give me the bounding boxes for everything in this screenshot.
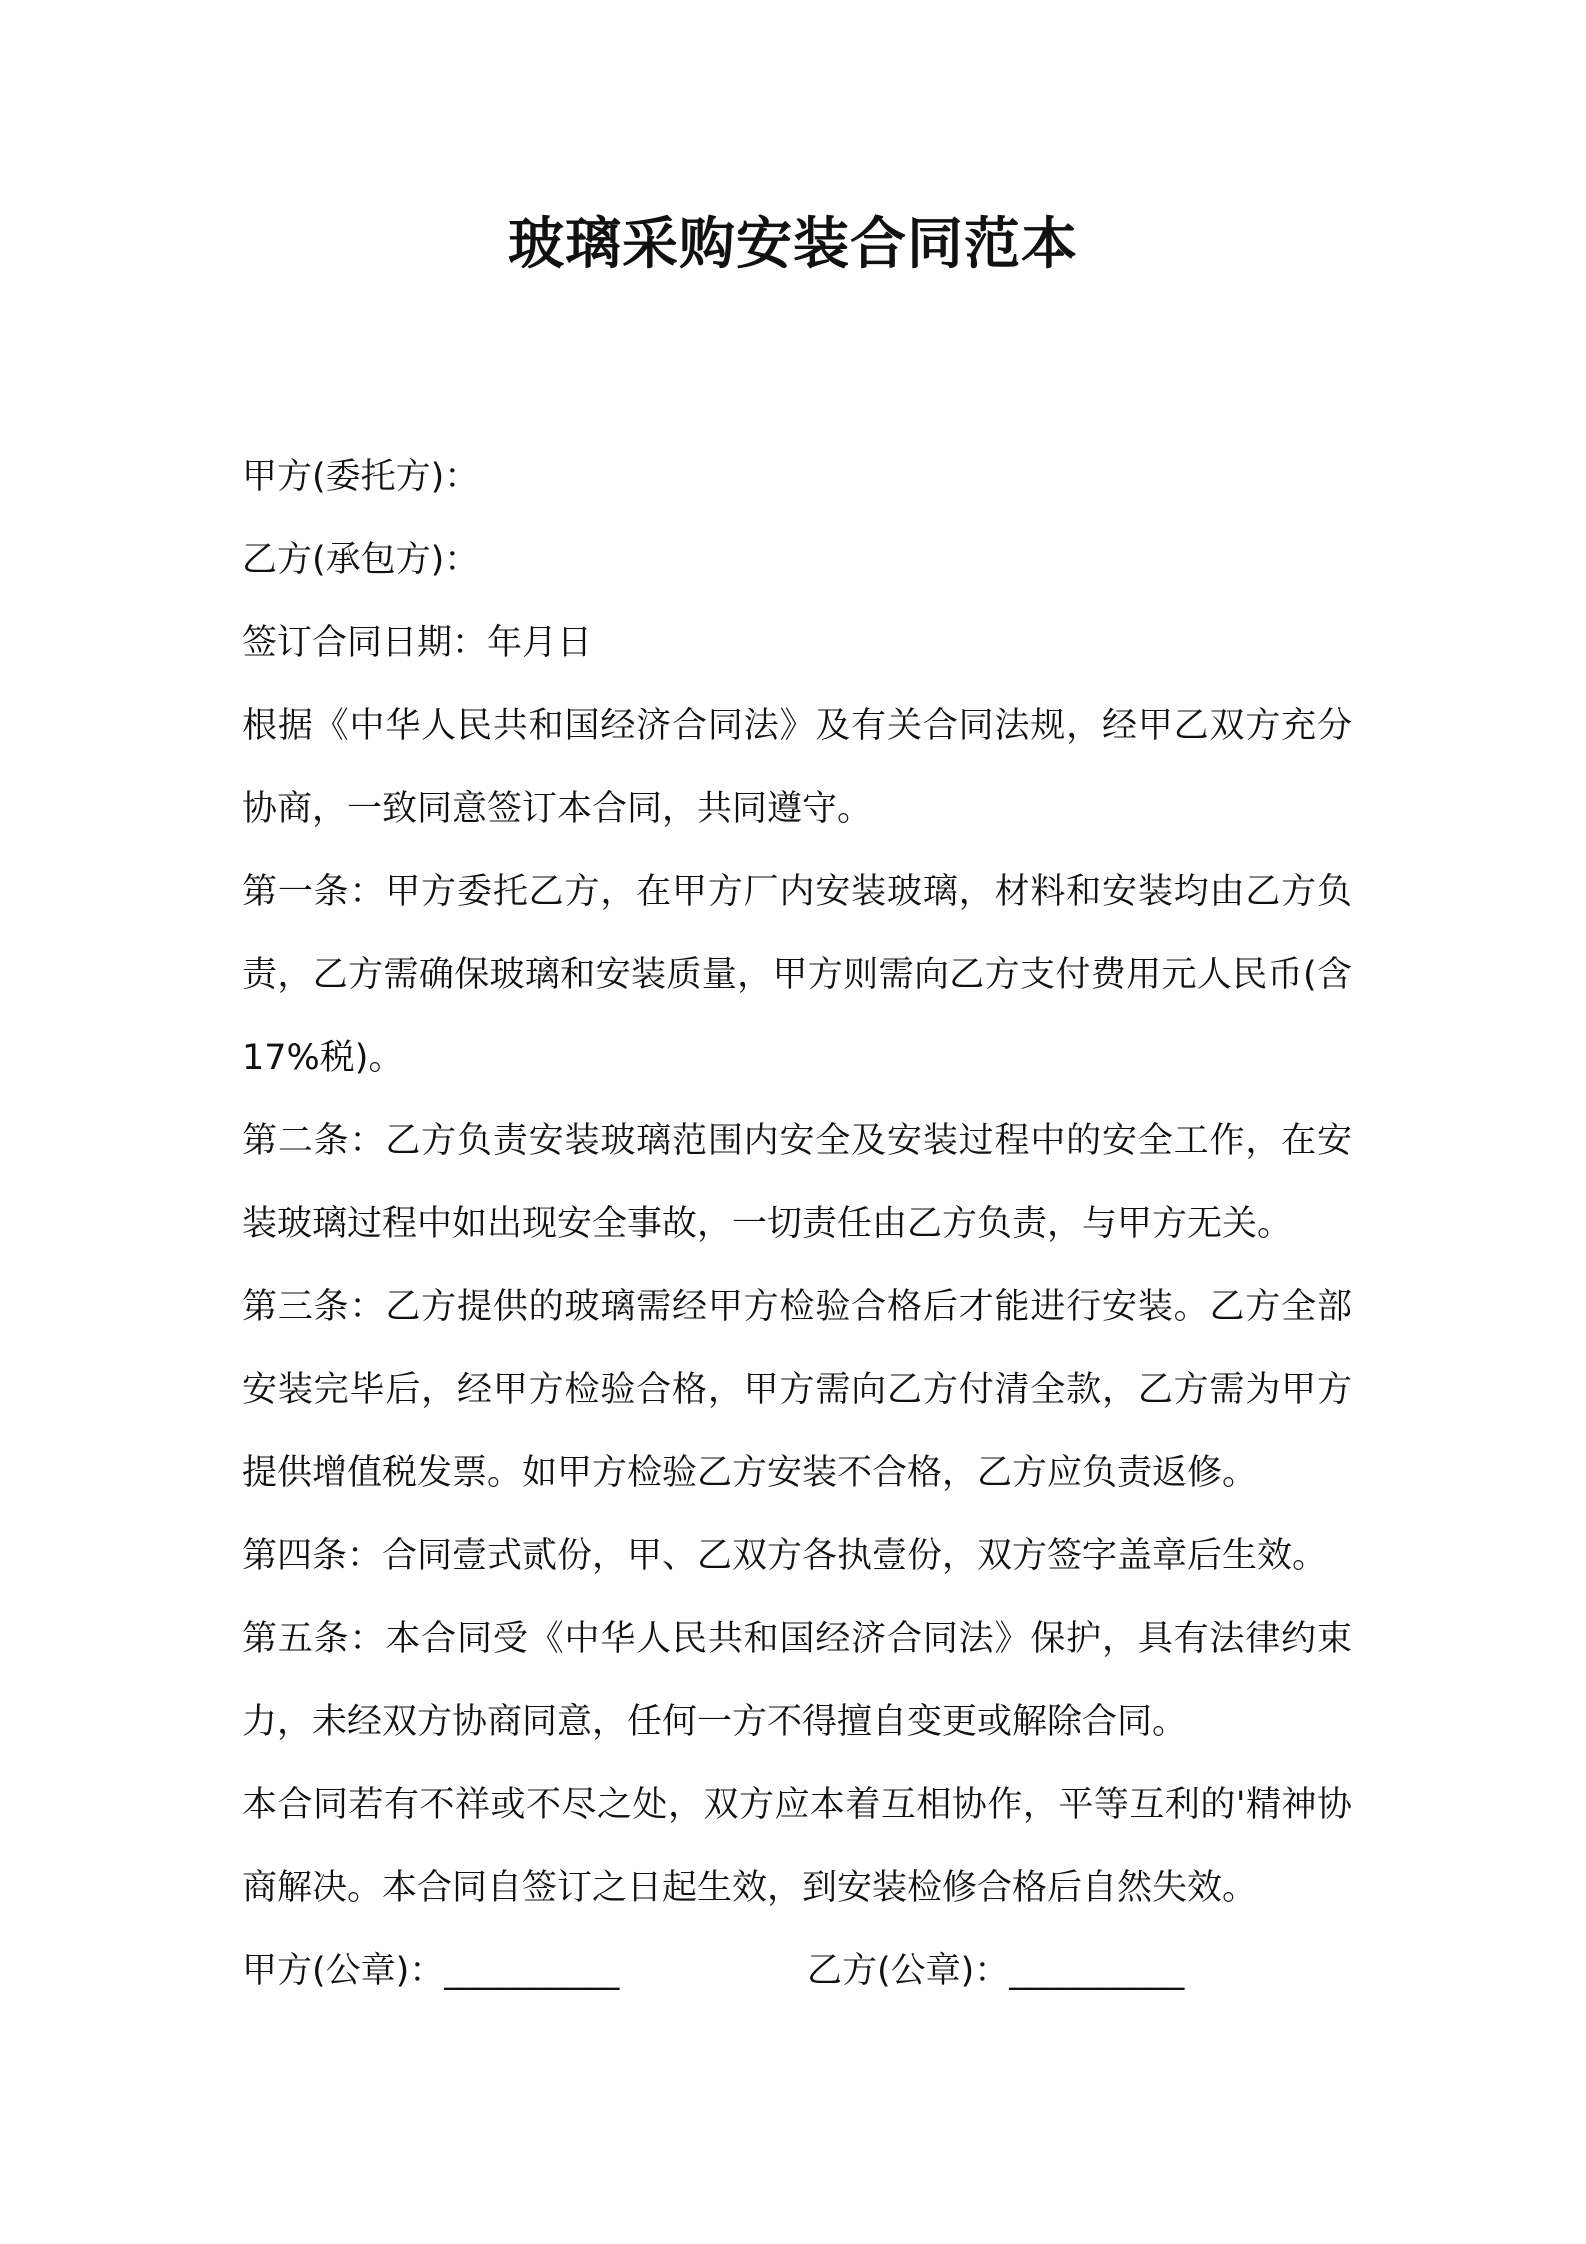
signature-row [242,1930,1352,2013]
article-2-paragraph: 第二条：乙方负责安装玻璃范围内安全及安装过程中的安全工作，在安装玻璃过程中如出现安全事故，一切责任由乙方负责，与甲方无关。 [242,1121,1352,1244]
party-b-seal-line: 乙方(公章)：__________ [807,1951,1185,1991]
article-3-paragraph: 第三条：乙方提供的玻璃需经甲方检验合格后才能进行安装。乙方全部安装完毕后，经甲方检验合格，甲方需向乙方付清全款，乙方需为甲方提供增值税发票。如甲方检验乙方安装不合格，乙方应负责返修。 [242,1287,1352,1493]
document-title: 玻璃采购安装合同范本 [508,212,1078,277]
party-b-line: 乙方(承包方)： [242,540,480,580]
article-1-paragraph: 第一条：甲方委托乙方，在甲方厂内安装玻璃，材料和安装均由乙方负责，乙方需确保玻璃和安装质量，甲方则需向乙方支付费用元人民币(含 17%税)。 [242,872,1352,1078]
party-a-line: 甲方(委托方)： [242,457,480,497]
preamble-paragraph: 根据《中华人民共和国经济合同法》及有关合同法规，经甲乙双方充分协商，一致同意签订本合同，共同遵守。 [242,706,1352,829]
signing-date-line: 签订合同日期：年月日 [242,623,593,663]
article-5-paragraph: 第五条：本合同受《中华人民共和国经济合同法》保护，具有法律约束力，未经双方协商同意，任何一方不得擅自变更或解除合同。 [242,1619,1352,1742]
closing-paragraph: 本合同若有不祥或不尽之处，双方应本着互相协作，平等互利的'精神协商解决。本合同自签订之日起生效，到安装检修合格后自然失效。 [242,1785,1352,1908]
document-body [242,436,1352,2013]
article-4-paragraph: 第四条：合同壹式贰份，甲、乙双方各执壹份，双方签字盖章后生效。 [242,1536,1328,1576]
party-a-seal-line: 甲方(公章)：__________ [242,1951,620,1991]
